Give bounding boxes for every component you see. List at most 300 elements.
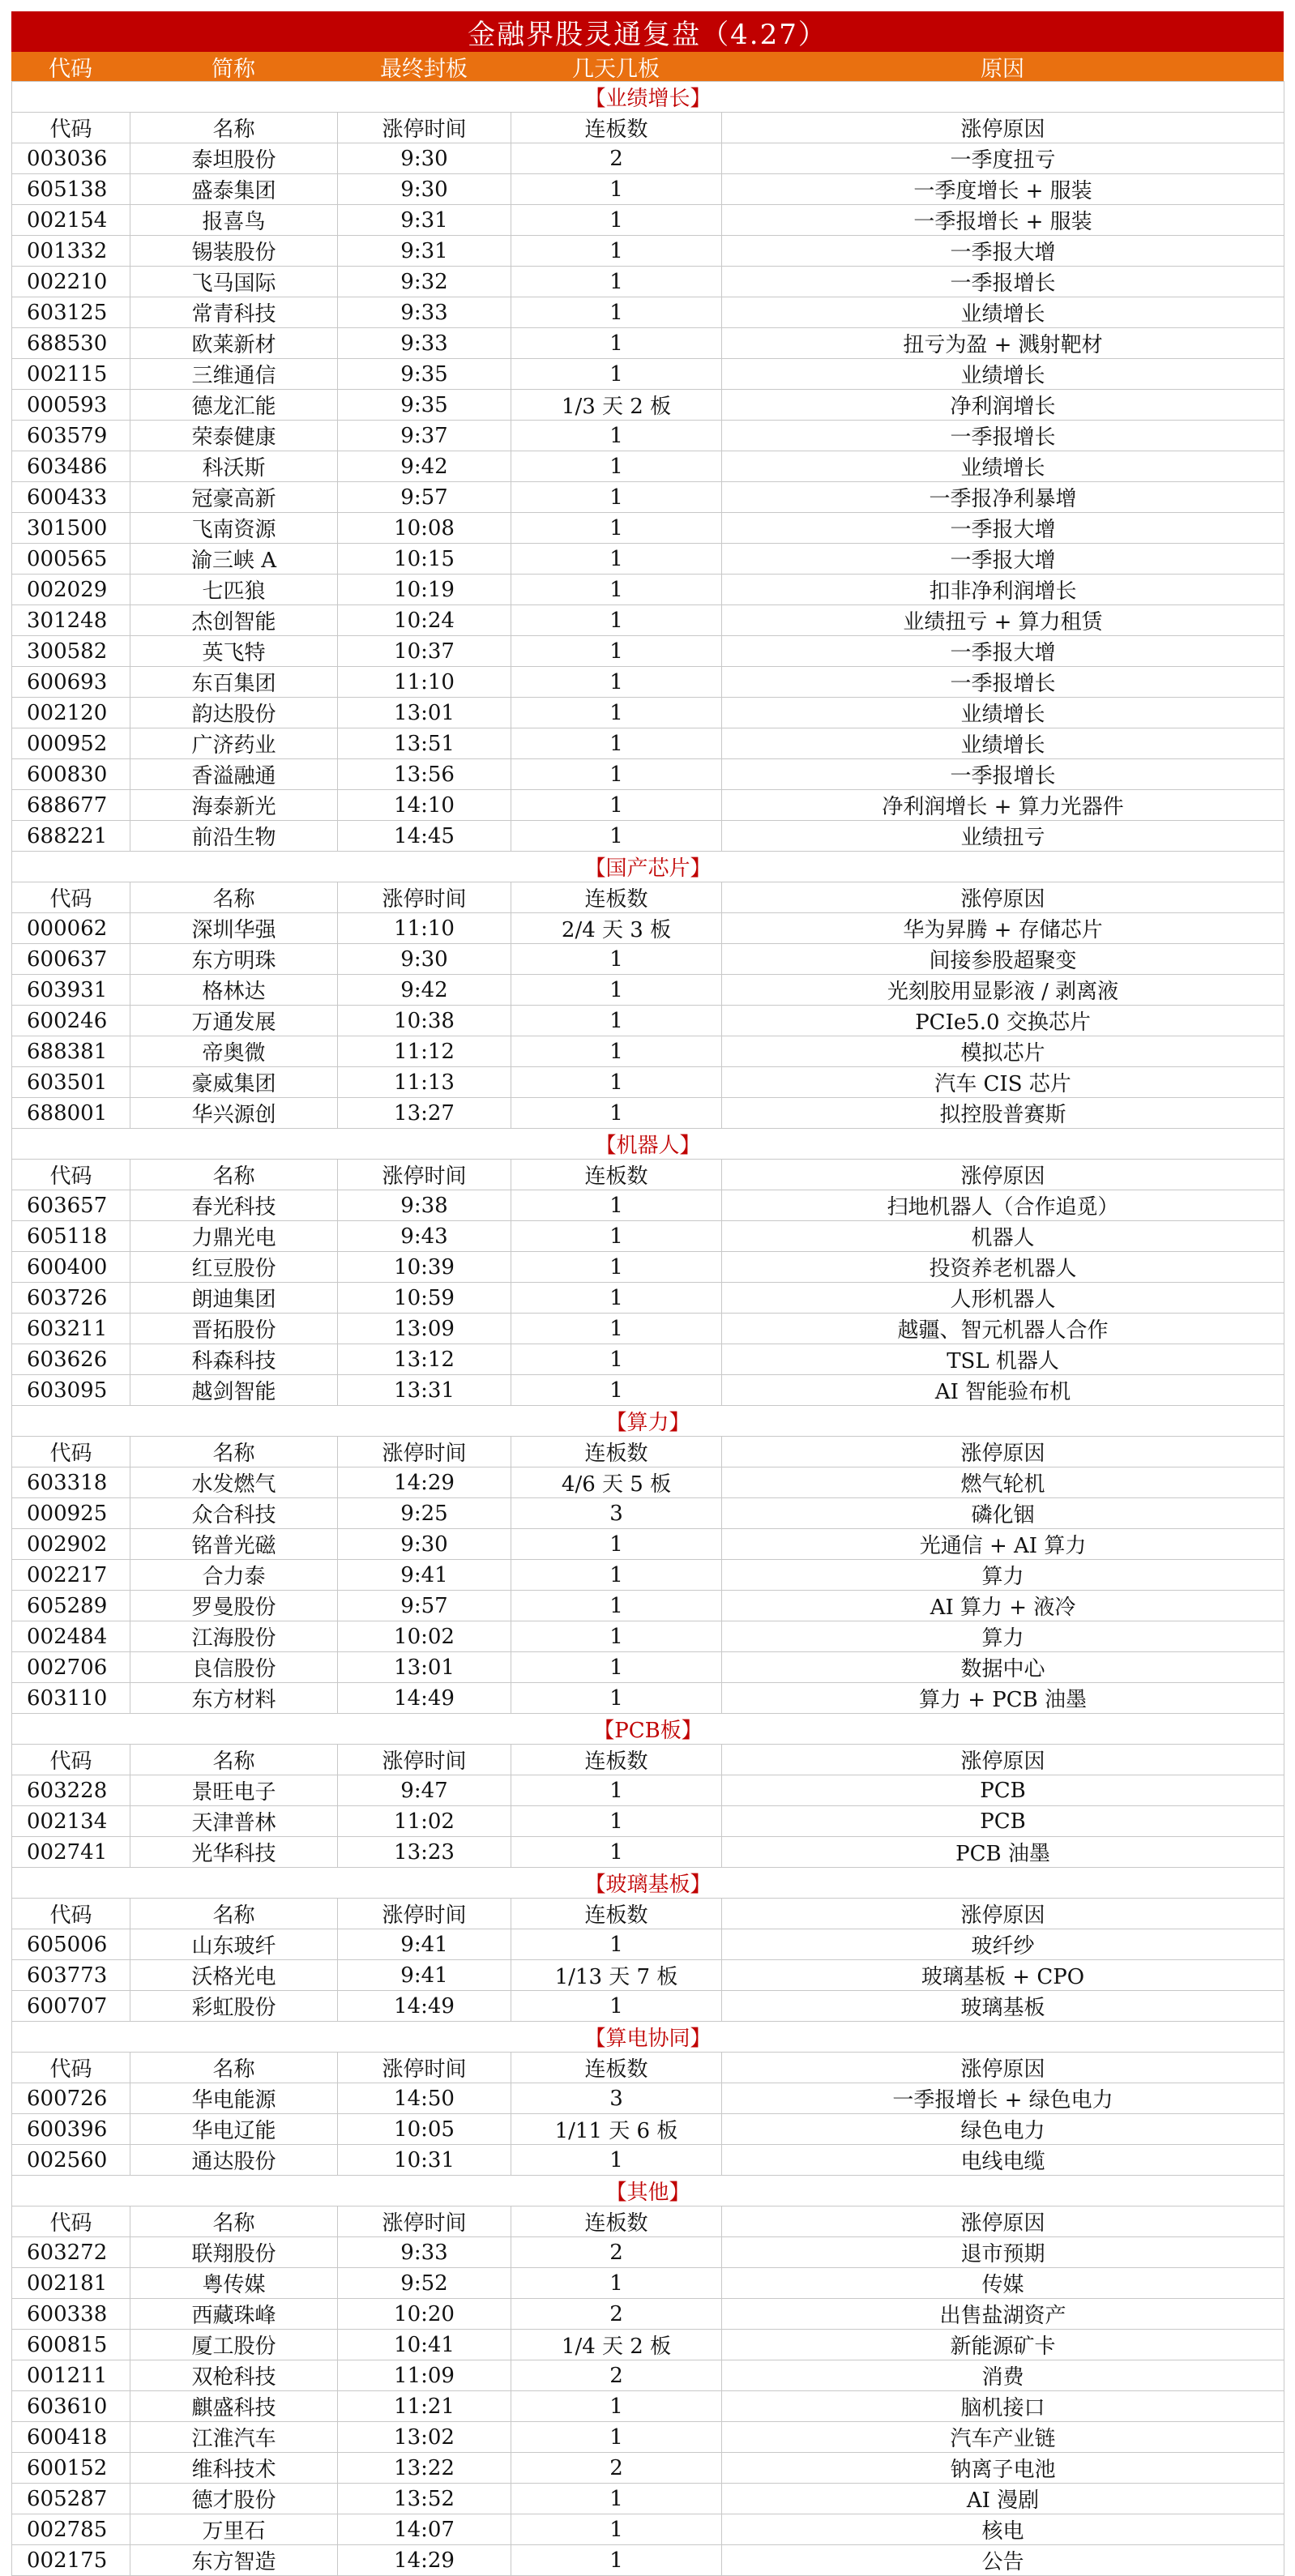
- table-row: [12, 2360, 1284, 2391]
- consecutive-boards: 1: [511, 1837, 722, 1868]
- consecutive-boards: 1: [511, 667, 722, 698]
- stock-name: 帝奥微: [130, 1036, 338, 1067]
- limit-up-reason: 一季报增长: [722, 267, 1284, 297]
- column-header-stock-code: 代码: [12, 1160, 130, 1190]
- stock-code: 605287: [12, 2484, 130, 2514]
- consecutive-boards: 1: [511, 975, 722, 1006]
- limit-up-time: 9:41: [338, 1560, 511, 1591]
- limit-up-reason: 扣非净利润增长: [722, 575, 1284, 605]
- column-header-stock-code: 代码: [12, 2206, 130, 2237]
- limit-up-reason: 模拟芯片: [722, 1036, 1284, 1067]
- stock-table: [11, 81, 1284, 2576]
- limit-up-reason: 算力 + PCB 油墨: [722, 1683, 1284, 1714]
- stock-name: 沃格光电: [130, 1960, 338, 1991]
- limit-up-time: 9:33: [338, 2237, 511, 2268]
- limit-up-time: 11:12: [338, 1036, 511, 1067]
- section-title: 【业绩增长】: [12, 82, 1284, 113]
- stock-name: 江海股份: [130, 1621, 338, 1652]
- section-header: [12, 1406, 1284, 1437]
- limit-up-time: 13:09: [338, 1314, 511, 1344]
- limit-up-reason: 汽车产业链: [722, 2422, 1284, 2453]
- consecutive-boards: 1: [511, 1314, 722, 1344]
- stock-name: 万里石: [130, 2514, 338, 2545]
- limit-up-time: 9:30: [338, 944, 511, 975]
- limit-up-time: 14:29: [338, 2545, 511, 2576]
- column-header-row: [12, 2206, 1284, 2237]
- table-row: [12, 2237, 1284, 2268]
- consecutive-boards: 4/6 天 5 板: [511, 1467, 722, 1498]
- table-row: [12, 1591, 1284, 1621]
- limit-up-time: 9:47: [338, 1775, 511, 1806]
- limit-up-reason: PCB: [722, 1806, 1284, 1837]
- stock-code: 688530: [12, 328, 130, 359]
- stock-name: 七匹狼: [130, 575, 338, 605]
- limit-up-time: 11:13: [338, 1067, 511, 1098]
- stock-name: 良信股份: [130, 1652, 338, 1683]
- table-row: [12, 143, 1284, 174]
- limit-up-reason: TSL 机器人: [722, 1344, 1284, 1375]
- limit-up-time: 13:23: [338, 1837, 511, 1868]
- section-title: 【其他】: [12, 2176, 1284, 2206]
- consecutive-boards: 1: [511, 728, 722, 759]
- table-row: [12, 1929, 1284, 1960]
- limit-up-time: 10:24: [338, 605, 511, 636]
- consecutive-boards: 1: [511, 944, 722, 975]
- stock-code: 605289: [12, 1591, 130, 1621]
- consecutive-boards: 3: [511, 2083, 722, 2114]
- limit-up-reason: 一季报增长: [722, 759, 1284, 790]
- table-row: [12, 267, 1284, 297]
- limit-up-time: 13:02: [338, 2422, 511, 2453]
- stock-code: 002115: [12, 359, 130, 390]
- table-row: [12, 328, 1284, 359]
- table-row: [12, 605, 1284, 636]
- consecutive-boards: 1: [511, 2484, 722, 2514]
- stock-name: 欧莱新材: [130, 328, 338, 359]
- limit-up-time: 9:33: [338, 297, 511, 328]
- consecutive-boards: 2: [511, 143, 722, 174]
- consecutive-boards: 2: [511, 2453, 722, 2484]
- table-row: [12, 698, 1284, 728]
- consecutive-boards: 1/11 天 6 板: [511, 2114, 722, 2145]
- table-row: [12, 790, 1284, 821]
- stock-name: 江淮汽车: [130, 2422, 338, 2453]
- stock-name: 铭普光磁: [130, 1529, 338, 1560]
- table-row: [12, 728, 1284, 759]
- table-row: [12, 390, 1284, 421]
- limit-up-time: 11:21: [338, 2391, 511, 2422]
- main-header-reason: 原因: [981, 56, 1024, 82]
- section-header: [12, 2022, 1284, 2053]
- consecutive-boards: 1: [511, 2268, 722, 2299]
- stock-code: 603931: [12, 975, 130, 1006]
- column-header-stock-name: 名称: [130, 1745, 338, 1775]
- limit-up-reason: 一季报大增: [722, 236, 1284, 267]
- stock-name: 天津普林: [130, 1806, 338, 1837]
- stock-name: 香溢融通: [130, 759, 338, 790]
- table-row: [12, 1314, 1284, 1344]
- stock-name: 渝三峡 A: [130, 544, 338, 575]
- stock-code: 002134: [12, 1806, 130, 1837]
- stock-name: 华电能源: [130, 2083, 338, 2114]
- stock-name: 力鼎光电: [130, 1221, 338, 1252]
- stock-name: 德才股份: [130, 2484, 338, 2514]
- column-header-row: [12, 1899, 1284, 1929]
- consecutive-boards: 1: [511, 759, 722, 790]
- consecutive-boards: 1: [511, 1344, 722, 1375]
- column-header-row: [12, 882, 1284, 913]
- table-row: [12, 1529, 1284, 1560]
- limit-up-reason: 核电: [722, 2514, 1284, 2545]
- stock-name: 越剑智能: [130, 1375, 338, 1406]
- stock-code: 000062: [12, 913, 130, 944]
- limit-up-reason: 机器人: [722, 1221, 1284, 1252]
- section-header: [12, 82, 1284, 113]
- consecutive-boards: 1: [511, 421, 722, 451]
- stock-code: 603095: [12, 1375, 130, 1406]
- limit-up-reason: 业绩增长: [722, 359, 1284, 390]
- stock-name: 荣泰健康: [130, 421, 338, 451]
- column-header-limit-up-time: 涨停时间: [338, 1437, 511, 1467]
- stock-code: 600433: [12, 482, 130, 513]
- consecutive-boards: 1/13 天 7 板: [511, 1960, 722, 1991]
- limit-up-time: 9:32: [338, 267, 511, 297]
- stock-name: 红豆股份: [130, 1252, 338, 1283]
- stock-name: 朗迪集团: [130, 1283, 338, 1314]
- limit-up-reason: AI 漫剧: [722, 2484, 1284, 2514]
- stock-code: 603726: [12, 1283, 130, 1314]
- column-header-row: [12, 1745, 1284, 1775]
- stock-code: 003036: [12, 143, 130, 174]
- consecutive-boards: 1: [511, 1991, 722, 2022]
- table-row: [12, 1991, 1284, 2022]
- column-header-limit-up-reason: 涨停原因: [722, 2053, 1284, 2083]
- consecutive-boards: 1: [511, 328, 722, 359]
- table-row: [12, 1344, 1284, 1375]
- stock-code: 688221: [12, 821, 130, 852]
- column-header-limit-up-reason: 涨停原因: [722, 1899, 1284, 1929]
- stock-name: 万通发展: [130, 1006, 338, 1036]
- limit-up-reason: 燃气轮机: [722, 1467, 1284, 1498]
- stock-name: 泰坦股份: [130, 143, 338, 174]
- column-header-row: [12, 1437, 1284, 1467]
- stock-name: 科森科技: [130, 1344, 338, 1375]
- limit-up-reason: 新能源矿卡: [722, 2330, 1284, 2360]
- column-header-limit-up-reason: 涨停原因: [722, 882, 1284, 913]
- stock-name: 东百集团: [130, 667, 338, 698]
- limit-up-time: 13:01: [338, 1652, 511, 1683]
- stock-name: 韵达股份: [130, 698, 338, 728]
- column-header-limit-up-reason: 涨停原因: [722, 1160, 1284, 1190]
- stock-code: 603318: [12, 1467, 130, 1498]
- stock-code: 600246: [12, 1006, 130, 1036]
- table-row: [12, 1067, 1284, 1098]
- consecutive-boards: 1: [511, 1098, 722, 1129]
- limit-up-time: 14:49: [338, 1991, 511, 2022]
- stock-code: 000593: [12, 390, 130, 421]
- limit-up-time: 11:09: [338, 2360, 511, 2391]
- stock-code: 605138: [12, 174, 130, 205]
- stock-name: 常青科技: [130, 297, 338, 328]
- consecutive-boards: 1: [511, 1036, 722, 1067]
- consecutive-boards: 1: [511, 1621, 722, 1652]
- limit-up-reason: 扭亏为盈 + 溅射靶材: [722, 328, 1284, 359]
- stock-name: 景旺电子: [130, 1775, 338, 1806]
- limit-up-time: 11:02: [338, 1806, 511, 1837]
- stock-name: 前沿生物: [130, 821, 338, 852]
- limit-up-time: 9:30: [338, 143, 511, 174]
- limit-up-reason: PCIe5.0 交换芯片: [722, 1006, 1284, 1036]
- column-header-consecutive-boards: 连板数: [511, 1745, 722, 1775]
- column-header-consecutive-boards: 连板数: [511, 2053, 722, 2083]
- consecutive-boards: 1: [511, 236, 722, 267]
- stock-name: 冠豪高新: [130, 482, 338, 513]
- table-row: [12, 1252, 1284, 1283]
- limit-up-reason: 公告: [722, 2545, 1284, 2576]
- section-title: 【PCB板】: [12, 1714, 1284, 1745]
- table-row: [12, 1190, 1284, 1221]
- limit-up-reason: 电线电缆: [722, 2145, 1284, 2176]
- limit-up-time: 14:10: [338, 790, 511, 821]
- limit-up-time: 9:31: [338, 205, 511, 236]
- table-row: [12, 544, 1284, 575]
- stock-code: 603110: [12, 1683, 130, 1714]
- table-row: [12, 2114, 1284, 2145]
- consecutive-boards: 1: [511, 790, 722, 821]
- column-header-limit-up-time: 涨停时间: [338, 1745, 511, 1775]
- limit-up-reason: 扫地机器人（合作追觅）: [722, 1190, 1284, 1221]
- table-row: [12, 944, 1284, 975]
- stock-name: 格林达: [130, 975, 338, 1006]
- limit-up-reason: 钠离子电池: [722, 2453, 1284, 2484]
- column-header-limit-up-time: 涨停时间: [338, 1160, 511, 1190]
- limit-up-time: 9:35: [338, 359, 511, 390]
- stock-name: 科沃斯: [130, 451, 338, 482]
- limit-up-reason: 投资养老机器人: [722, 1252, 1284, 1283]
- stock-code: 688381: [12, 1036, 130, 1067]
- table-row: [12, 2453, 1284, 2484]
- consecutive-boards: 1: [511, 482, 722, 513]
- limit-up-reason: 传媒: [722, 2268, 1284, 2299]
- consecutive-boards: 1: [511, 575, 722, 605]
- column-header-stock-code: 代码: [12, 113, 130, 143]
- column-header-consecutive-boards: 连板数: [511, 113, 722, 143]
- stock-code: 688001: [12, 1098, 130, 1129]
- stock-name: 光华科技: [130, 1837, 338, 1868]
- column-header-stock-code: 代码: [12, 1437, 130, 1467]
- column-header-stock-name: 名称: [130, 113, 338, 143]
- stock-code: 000952: [12, 728, 130, 759]
- limit-up-time: 9:57: [338, 1591, 511, 1621]
- limit-up-time: 9:52: [338, 2268, 511, 2299]
- stock-code: 603211: [12, 1314, 130, 1344]
- table-row: [12, 297, 1284, 328]
- consecutive-boards: 1: [511, 2391, 722, 2422]
- stock-table-body: [12, 82, 1284, 2576]
- stock-name: 厦工股份: [130, 2330, 338, 2360]
- limit-up-reason: AI 智能验布机: [722, 1375, 1284, 1406]
- stock-name: 华兴源创: [130, 1098, 338, 1129]
- column-header-limit-up-time: 涨停时间: [338, 2206, 511, 2237]
- limit-up-time: 13:01: [338, 698, 511, 728]
- stock-code: 002484: [12, 1621, 130, 1652]
- table-row: [12, 2145, 1284, 2176]
- limit-up-time: 9:41: [338, 1960, 511, 1991]
- column-header-stock-code: 代码: [12, 882, 130, 913]
- column-header-limit-up-reason: 涨停原因: [722, 1745, 1284, 1775]
- column-header-stock-code: 代码: [12, 1745, 130, 1775]
- column-header-stock-name: 名称: [130, 2053, 338, 2083]
- stock-name: 东方材料: [130, 1683, 338, 1714]
- limit-up-reason: 一季报大增: [722, 636, 1284, 667]
- main-header: [11, 52, 1284, 81]
- stock-code: 002175: [12, 2545, 130, 2576]
- table-row: [12, 913, 1284, 944]
- consecutive-boards: 1: [511, 2545, 722, 2576]
- limit-up-time: 10:31: [338, 2145, 511, 2176]
- limit-up-time: 9:38: [338, 1190, 511, 1221]
- stock-name: 联翔股份: [130, 2237, 338, 2268]
- limit-up-time: 13:56: [338, 759, 511, 790]
- limit-up-reason: 出售盐湖资产: [722, 2299, 1284, 2330]
- consecutive-boards: 1: [511, 2145, 722, 2176]
- stock-name: 罗曼股份: [130, 1591, 338, 1621]
- limit-up-time: 13:31: [338, 1375, 511, 1406]
- limit-up-reason: 光通信 + AI 算力: [722, 1529, 1284, 1560]
- stock-code: 600815: [12, 2330, 130, 2360]
- stock-code: 605118: [12, 1221, 130, 1252]
- consecutive-boards: 1: [511, 605, 722, 636]
- stock-code: 600396: [12, 2114, 130, 2145]
- stock-code: 002741: [12, 1837, 130, 1868]
- column-header-limit-up-reason: 涨停原因: [722, 113, 1284, 143]
- stock-name: 深圳华强: [130, 913, 338, 944]
- limit-up-time: 9:30: [338, 174, 511, 205]
- stock-name: 彩虹股份: [130, 1991, 338, 2022]
- stock-code: 001211: [12, 2360, 130, 2391]
- stock-code: 002902: [12, 1529, 130, 1560]
- limit-up-reason: 玻纤纱: [722, 1929, 1284, 1960]
- section-header: [12, 2176, 1284, 2206]
- limit-up-time: 9:43: [338, 1221, 511, 1252]
- limit-up-reason: 数据中心: [722, 1652, 1284, 1683]
- limit-up-time: 9:42: [338, 975, 511, 1006]
- limit-up-reason: 业绩扭亏: [722, 821, 1284, 852]
- table-row: [12, 1006, 1284, 1036]
- limit-up-reason: 一季报净利暴增: [722, 482, 1284, 513]
- limit-up-reason: 华为昇腾 + 存储芯片: [722, 913, 1284, 944]
- table-row: [12, 2083, 1284, 2114]
- section-header: [12, 1868, 1284, 1899]
- stock-name: 山东玻纤: [130, 1929, 338, 1960]
- limit-up-time: 9:37: [338, 421, 511, 451]
- stock-code: 600707: [12, 1991, 130, 2022]
- stock-name: 水发燃气: [130, 1467, 338, 1498]
- stock-code: 600637: [12, 944, 130, 975]
- section-header: [12, 1129, 1284, 1160]
- stock-name: 飞马国际: [130, 267, 338, 297]
- table-row: [12, 1221, 1284, 1252]
- limit-up-time: 9:42: [338, 451, 511, 482]
- table-row: [12, 1498, 1284, 1529]
- consecutive-boards: 1: [511, 1683, 722, 1714]
- stock-code: 002210: [12, 267, 130, 297]
- limit-up-time: 10:05: [338, 2114, 511, 2145]
- consecutive-boards: 1: [511, 1806, 722, 1837]
- stock-code: 000565: [12, 544, 130, 575]
- column-header-stock-name: 名称: [130, 1437, 338, 1467]
- table-row: [12, 205, 1284, 236]
- stock-name: 三维通信: [130, 359, 338, 390]
- column-header-stock-name: 名称: [130, 1899, 338, 1929]
- table-row: [12, 2391, 1284, 2422]
- stock-name: 维科技术: [130, 2453, 338, 2484]
- stock-code: 603773: [12, 1960, 130, 1991]
- stock-code: 002706: [12, 1652, 130, 1683]
- column-header-consecutive-boards: 连板数: [511, 2206, 722, 2237]
- column-header-limit-up-time: 涨停时间: [338, 2053, 511, 2083]
- table-row: [12, 2268, 1284, 2299]
- limit-up-reason: 业绩增长: [722, 297, 1284, 328]
- table-row: [12, 1375, 1284, 1406]
- consecutive-boards: 1: [511, 1529, 722, 1560]
- stock-name: 晋拓股份: [130, 1314, 338, 1344]
- limit-up-reason: 一季报增长: [722, 667, 1284, 698]
- stock-code: 603657: [12, 1190, 130, 1221]
- consecutive-boards: 2: [511, 2237, 722, 2268]
- stock-name: 麒盛科技: [130, 2391, 338, 2422]
- table-row: [12, 359, 1284, 390]
- limit-up-time: 10:15: [338, 544, 511, 575]
- limit-up-time: 10:19: [338, 575, 511, 605]
- consecutive-boards: 1: [511, 1560, 722, 1591]
- column-header-stock-name: 名称: [130, 1160, 338, 1190]
- limit-up-time: 11:10: [338, 913, 511, 944]
- limit-up-time: 14:07: [338, 2514, 511, 2545]
- consecutive-boards: 1: [511, 2422, 722, 2453]
- section-title: 【机器人】: [12, 1129, 1284, 1160]
- stock-name: 海泰新光: [130, 790, 338, 821]
- consecutive-boards: 1: [511, 1929, 722, 1960]
- column-header-limit-up-reason: 涨停原因: [722, 1437, 1284, 1467]
- table-row: [12, 236, 1284, 267]
- column-header-consecutive-boards: 连板数: [511, 1160, 722, 1190]
- limit-up-time: 11:10: [338, 667, 511, 698]
- limit-up-time: 14:29: [338, 1467, 511, 1498]
- section-header: [12, 852, 1284, 882]
- limit-up-time: 9:41: [338, 1929, 511, 1960]
- stock-name: 东方明珠: [130, 944, 338, 975]
- stock-name: 飞南资源: [130, 513, 338, 544]
- stock-name: 众合科技: [130, 1498, 338, 1529]
- stock-name: 德龙汇能: [130, 390, 338, 421]
- limit-up-time: 10:59: [338, 1283, 511, 1314]
- limit-up-time: 13:51: [338, 728, 511, 759]
- section-title: 【算力】: [12, 1406, 1284, 1437]
- consecutive-boards: 1: [511, 698, 722, 728]
- limit-up-reason: 越疆、智元机器人合作: [722, 1314, 1284, 1344]
- stock-code: 600693: [12, 667, 130, 698]
- column-header-limit-up-time: 涨停时间: [338, 882, 511, 913]
- stock-code: 301248: [12, 605, 130, 636]
- stock-name: 盛泰集团: [130, 174, 338, 205]
- main-header-final-seal: 最终封板: [380, 56, 468, 82]
- column-header-consecutive-boards: 连板数: [511, 882, 722, 913]
- stock-code: 600152: [12, 2453, 130, 2484]
- limit-up-reason: 业绩增长: [722, 698, 1284, 728]
- table-row: [12, 1960, 1284, 1991]
- stock-code: 000925: [12, 1498, 130, 1529]
